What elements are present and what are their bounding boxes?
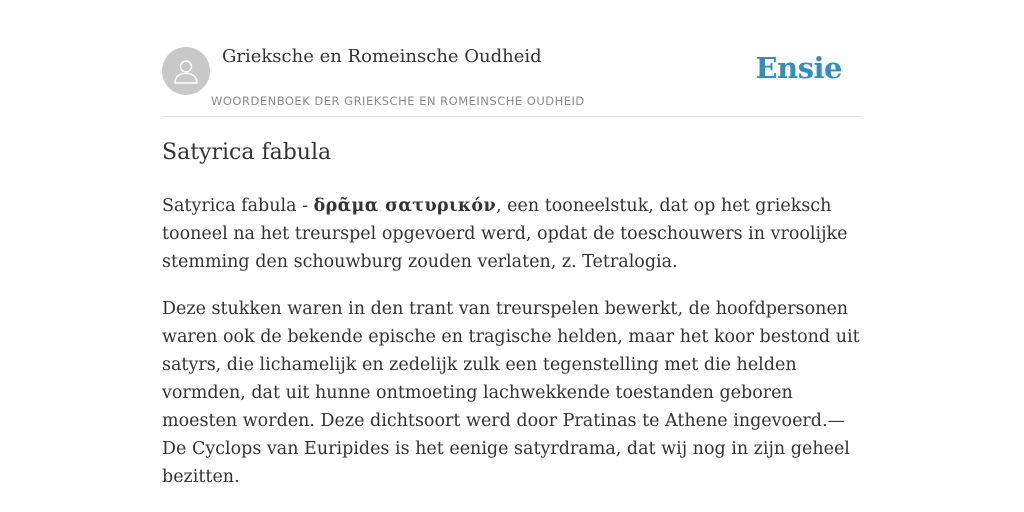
paragraph-1 (162, 192, 867, 276)
avatar[interactable] (162, 47, 210, 95)
entry-title: Satyrica fabula (162, 140, 332, 165)
source-title[interactable]: Grieksche en Romeinsche Oudheid (222, 46, 542, 67)
paragraph-1-lead: Satyrica fabula - (162, 196, 314, 216)
entry-body (162, 192, 867, 510)
source-subtitle: WOORDENBOEK DER GRIEKSCHE EN ROMEINSCHE OUDHEID (211, 94, 585, 108)
paragraph-2: Deze stukken waren in den trant van treurspelen bewerkt, de hoofdpersonen waren ook de bekende epische en tragische helden, maar het koor bestond uit satyrs, die lichamelijk en zedelijk zulk een tegenstelling met die helden vormden, dat uit hunne ontmoeting lachwekkende toestanden geboren moesten worden. Deze dichtsoort werd door Pratinas te Athene ingevoerd.—De Cyclops van Euripides is het eenige satyrdrama, dat wij nog in zijn geheel bezitten. (162, 299, 860, 487)
page (162, 0, 862, 487)
user-icon (171, 56, 201, 86)
source-header (162, 0, 862, 117)
ensie-logo[interactable]: Ensie (755, 51, 842, 85)
greek-term: δρᾶμα σατυρικόν (313, 196, 497, 216)
paragraph-1-rest: , een tooneelstuk, dat op het grieksch tooneel na het treurspel opgevoerd werd, opdat de toeschouwers in vroolijke stemming den schouwburg zouden verlaten, z. Tetralogia. (162, 196, 848, 272)
